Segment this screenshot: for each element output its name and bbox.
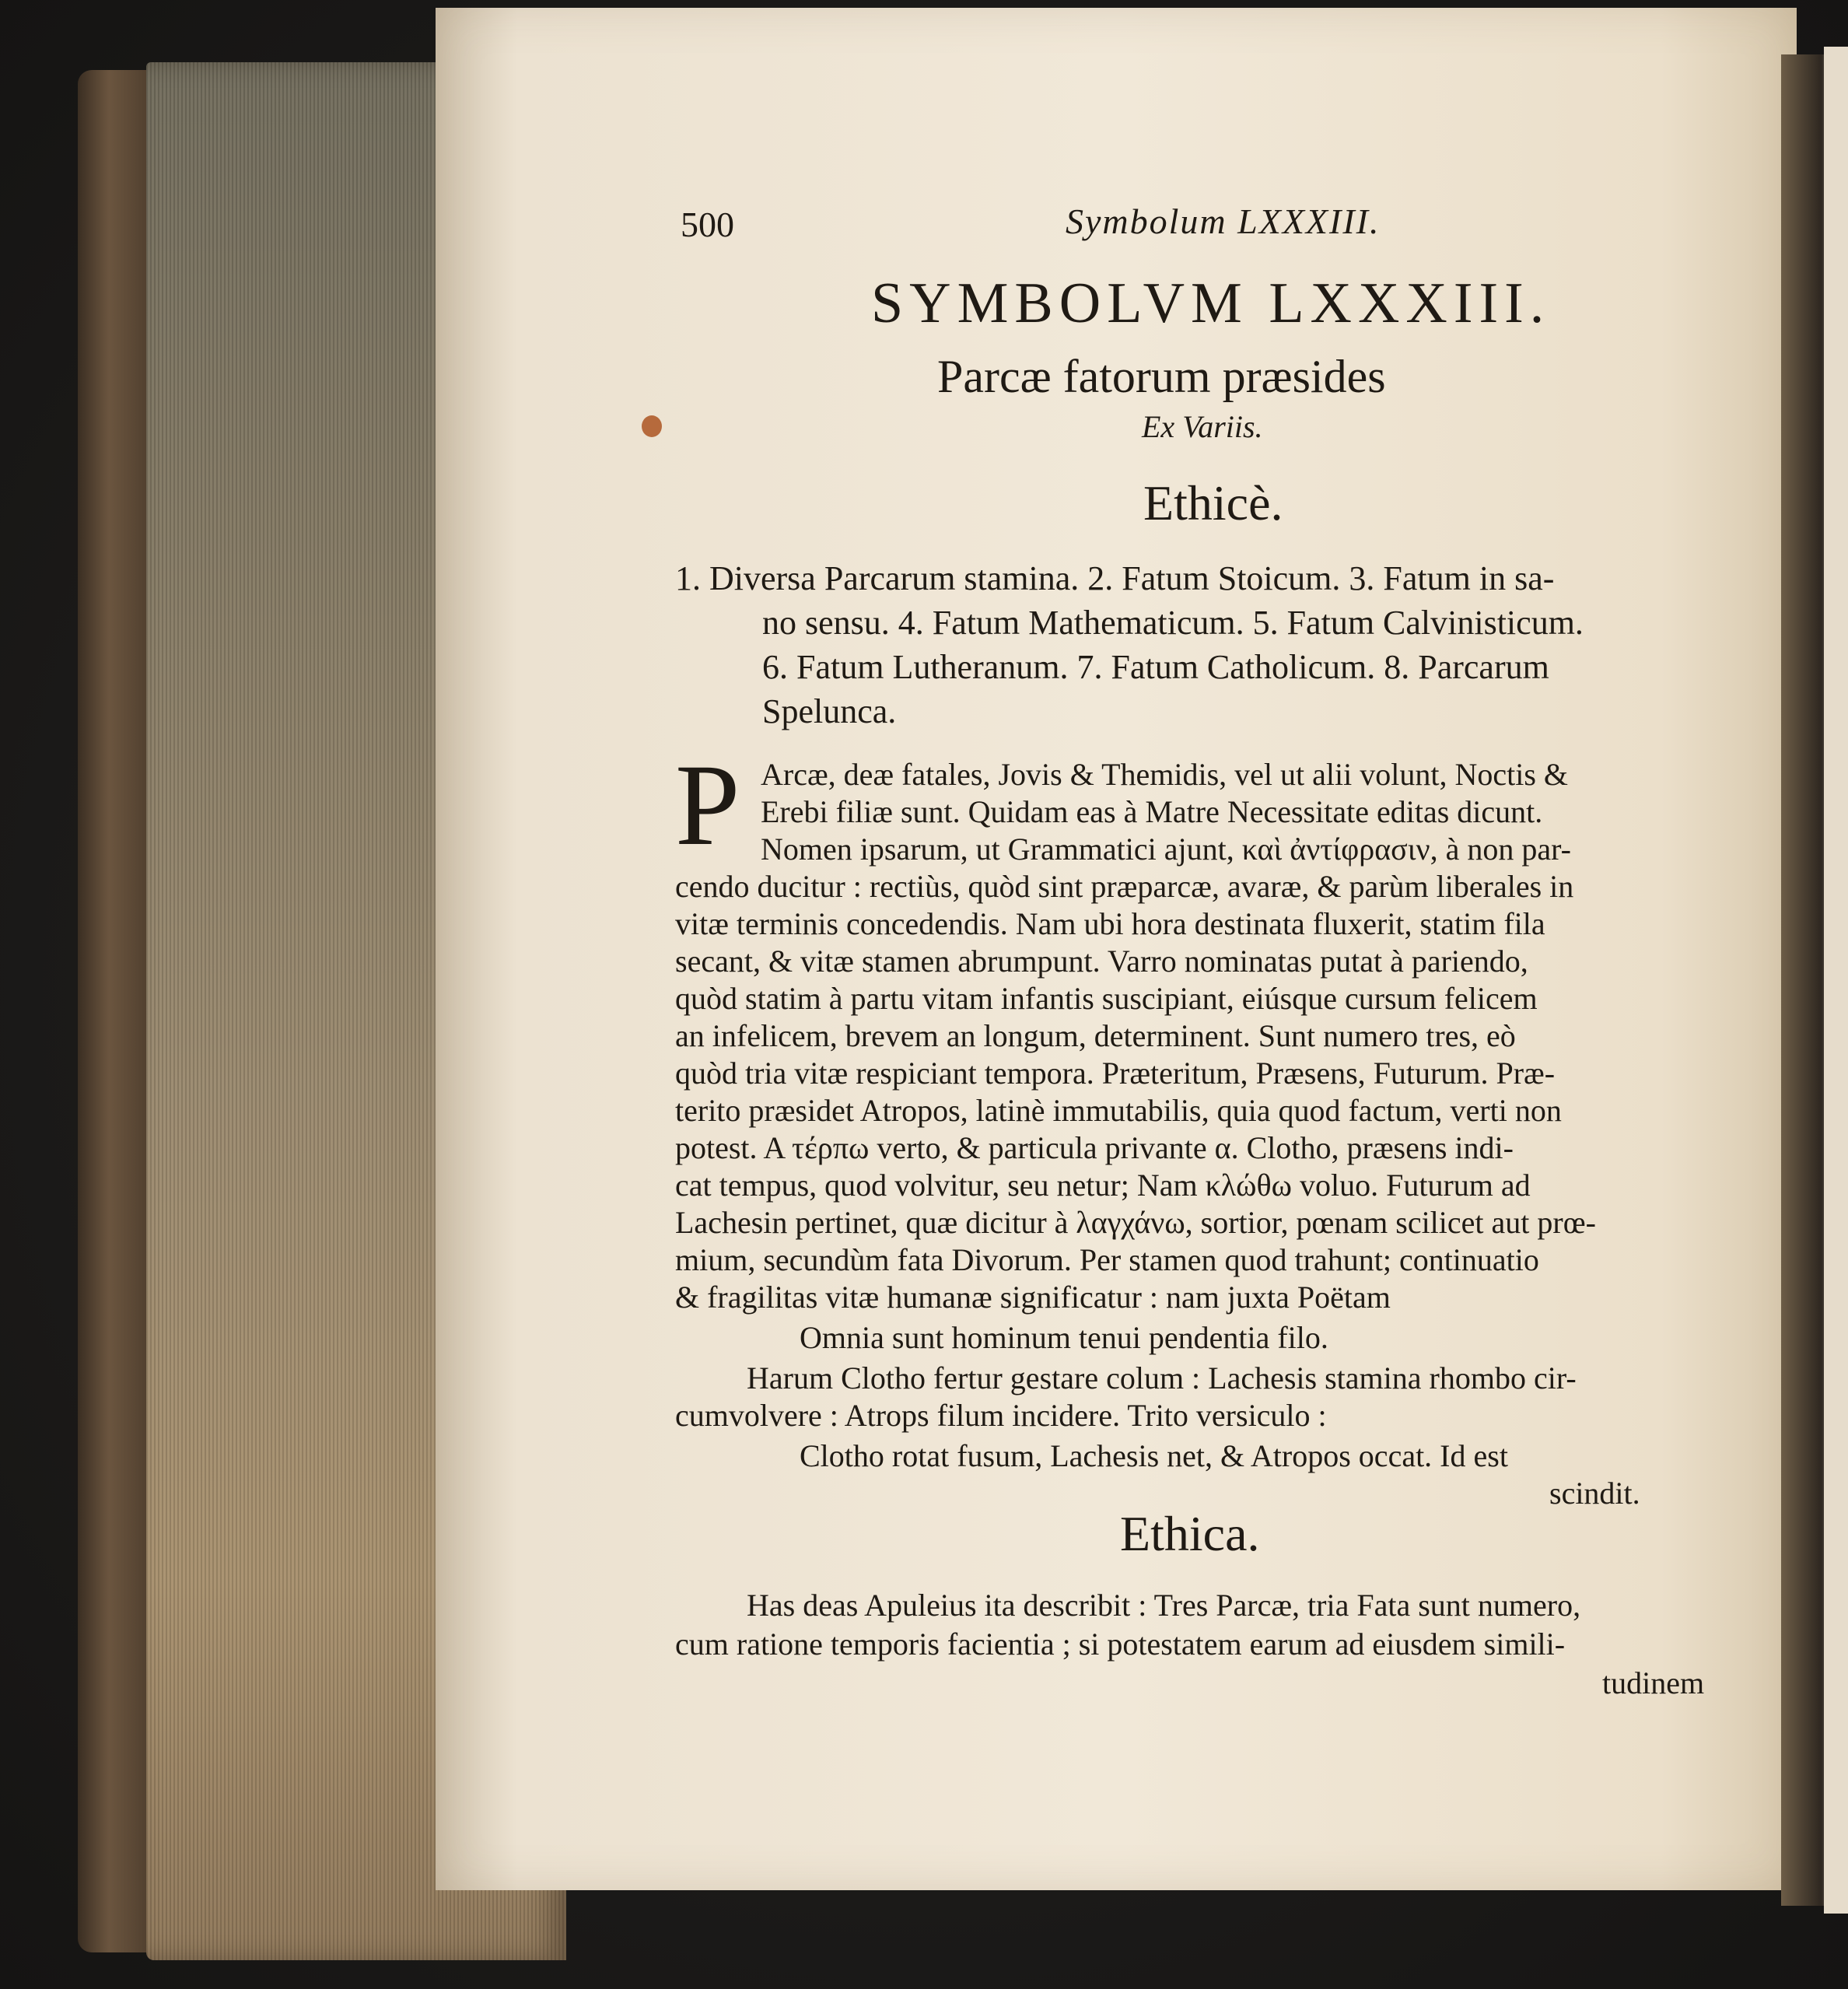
drop-cap: P [675,741,740,870]
page-number: 500 [681,205,734,244]
symbol-source: Ex Variis. [1142,409,1263,444]
symbol-title: SYMBOLVM LXXXIII. [871,271,1551,335]
body-line: cum ratione temporis facientia ; si potestatem earum ad eiusdem simili- [675,1627,1566,1662]
body-line: Nomen ipsarum, ut Grammatici ajunt, καὶ ἀντίφρασιν, à non par- [761,832,1571,867]
book-cover-edge [78,70,156,1952]
verse-line: Omnia sunt hominum tenui pendentia filo. [800,1320,1328,1355]
body-line: quòd statim à partu vitam infantis suscipiant, eiúsque cursum felicem [675,981,1538,1016]
body-line: Harum Clotho fertur gestare colum : Lachesis stamina rhombo cir- [747,1360,1577,1395]
verse-line-end: scindit. [1549,1476,1640,1511]
body-line: secant, & vitæ stamen abrumpunt. Varro nominatas putat à pariendo, [675,944,1528,979]
ink-stain [642,415,662,437]
body-line: mium, secundùm fata Divorum. Per stamen quod trahunt; continuatio [675,1242,1539,1277]
toc-line: Spelunca. [762,692,897,730]
body-line: cumvolvere : Atrops filum incidere. Trito versiculo : [675,1398,1327,1433]
body-line: potest. A τέρπω verto, & particula privante α. Clotho, præsens indi- [675,1130,1514,1165]
symbol-subtitle: Parcæ fatorum præsides [937,351,1386,402]
toc-line: 1. Diversa Parcarum stamina. 2. Fatum Stoicum. 3. Fatum in sa- [675,559,1555,597]
body-line: Arcæ, deæ fatales, Jovis & Themidis, vel ut alii volunt, Noctis & [761,757,1569,792]
body-line: Lachesin pertinet, quæ dicitur à λαγχάνω, sortior, pœnam scilicet aut prœ- [675,1205,1596,1240]
section-heading-ethica: Ethica. [1120,1506,1260,1561]
body-line: cendo ducitur : rectiùs, quòd sint præparcæ, avaræ, & parùm liberales in [675,869,1574,904]
body-line: terito præsidet Atropos, latinè immutabilis, quia quod factum, verti non [675,1093,1562,1128]
verse-line: Clotho rotat fusum, Lachesis net, & Atropos occat. Id est [800,1438,1508,1473]
section-heading-ethice: Ethicè. [1143,475,1283,531]
body-line: Erebi filiæ sunt. Quidam eas à Matre Necessitate editas dicunt. [761,794,1543,829]
toc-line: 6. Fatum Lutheranum. 7. Fatum Catholicum. 8. Parcarum [762,648,1549,686]
body-line: quòd tria vitæ respiciant tempora. Præteritum, Præsens, Futurum. Præ- [675,1056,1556,1091]
body-line: vitæ terminis concedendis. Nam ubi hora destinata fluxerit, statim fila [675,906,1545,941]
body-line: Has deas Apuleius ita describit : Tres Parcæ, tria Fata sunt numero, [747,1588,1581,1623]
body-line: an infelicem, brevem an longum, determinent. Sunt numero tres, eò [675,1018,1516,1053]
body-line: cat tempus, quod volvitur, seu netur; Nam κλώθω voluo. Futurum ad [675,1168,1531,1203]
body-line: & fragilitas vitæ humanæ significatur : nam juxta Poëtam [675,1280,1391,1315]
toc-line: no sensu. 4. Fatum Mathematicum. 5. Fatum Calvinisticum. [762,604,1584,642]
right-page-sliver [1824,47,1848,1914]
catchword: tudinem [1602,1665,1705,1700]
running-title: Symbolum LXXXIII. [1066,201,1381,241]
